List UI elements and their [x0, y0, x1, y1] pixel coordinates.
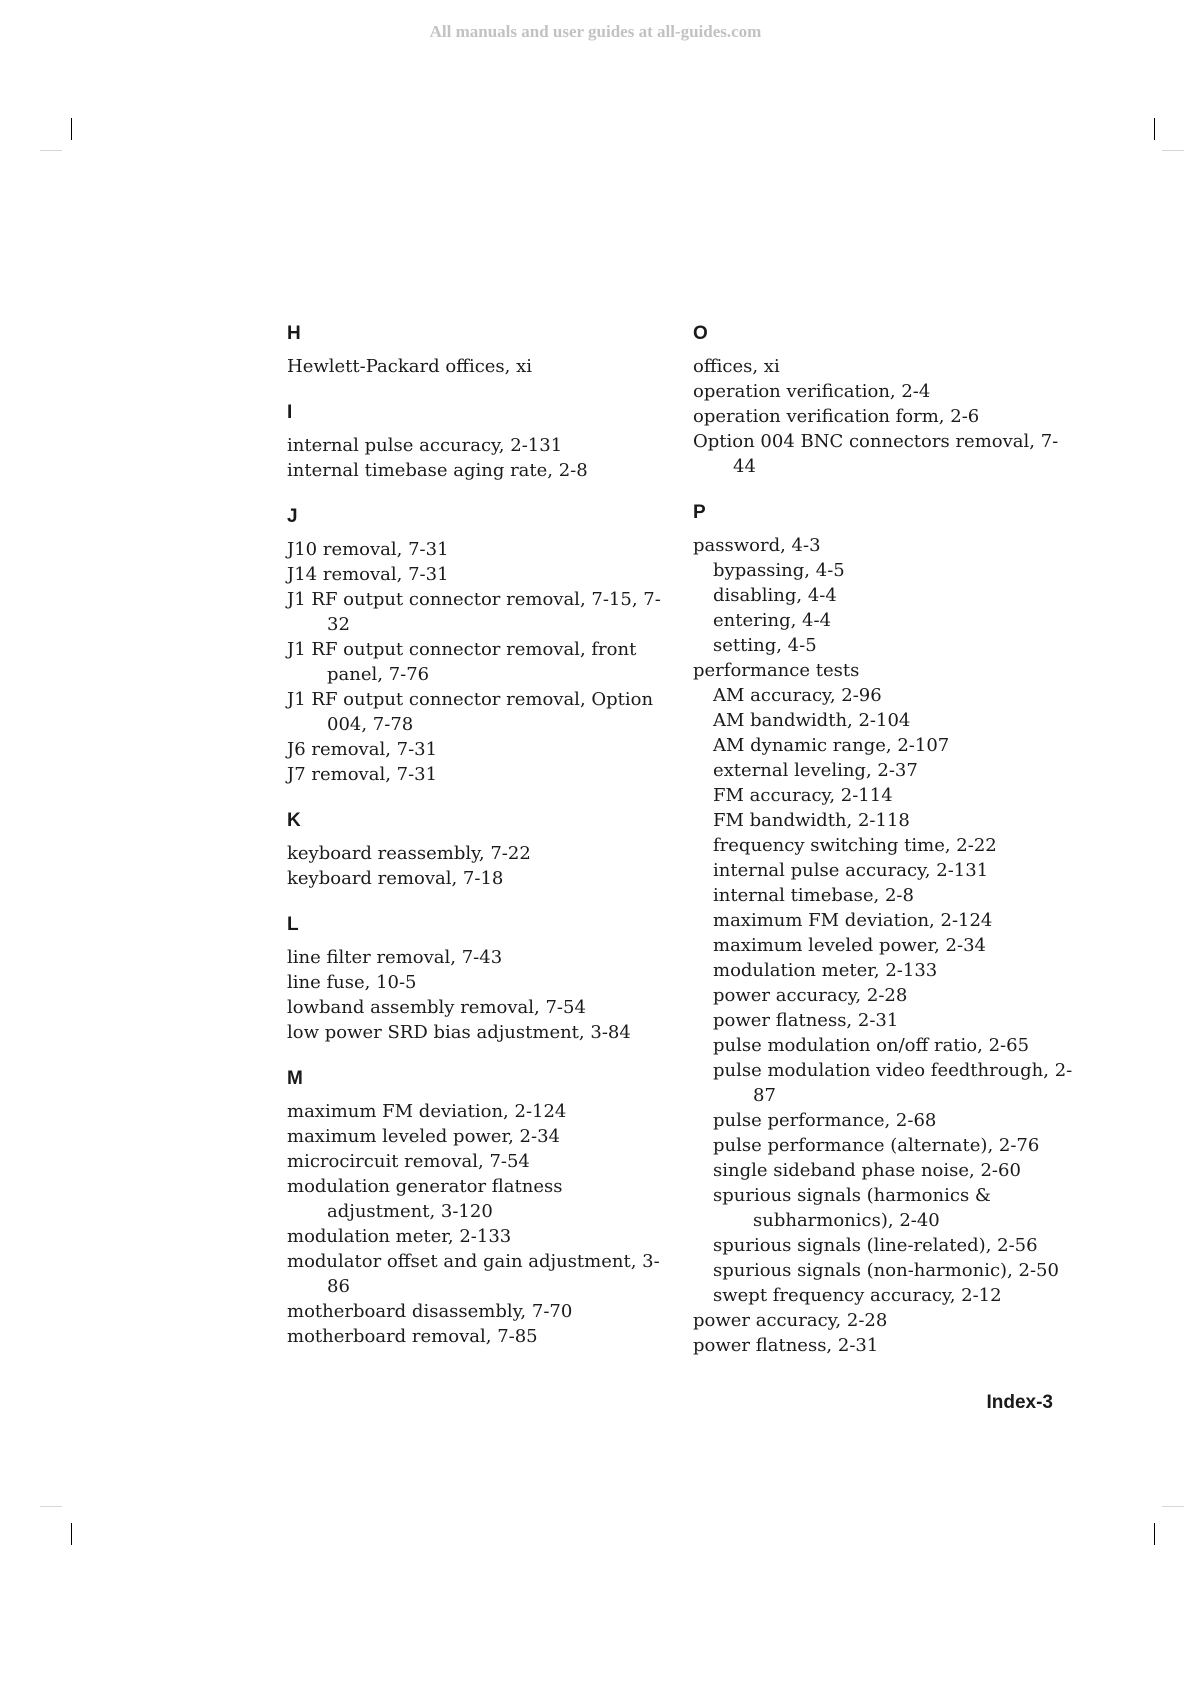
index-subentry: FM bandwidth, 2-118 — [713, 810, 910, 831]
index-entry: internal timebase aging rate, 2-8 — [287, 460, 588, 481]
index-section — [287, 505, 667, 787]
index-entry: microcircuit removal, 7-54 — [287, 1151, 530, 1172]
index-subentry: maximum leveled power, 2-34 — [713, 935, 986, 956]
index-section — [287, 322, 667, 379]
index-entry: motherboard disassembly, 7-70 — [287, 1301, 573, 1322]
index-subentry: external leveling, 2-37 — [713, 760, 918, 781]
index-subentry: modulation meter, 2-133 — [713, 960, 938, 981]
section-letter: O — [693, 323, 708, 344]
section-letter: L — [287, 914, 299, 935]
index-entry: performance tests — [693, 660, 860, 681]
index-subentry: internal pulse accuracy, 2-131 — [713, 860, 989, 881]
index-section — [287, 913, 667, 1045]
crop-mark-top-right-h — [1162, 150, 1184, 151]
index-section — [693, 322, 1073, 479]
index-subentry: pulse performance (alternate), 2-76 — [713, 1135, 1040, 1156]
index-entry: lowband assembly removal, 7-54 — [287, 997, 586, 1018]
index-entry: J6 removal, 7-31 — [287, 739, 438, 760]
index-entry: Option 004 BNC connectors removal, 7-44 — [693, 431, 1059, 477]
crop-mark-top-left — [71, 118, 72, 140]
index-entry: keyboard reassembly, 7-22 — [287, 843, 531, 864]
index-section — [287, 401, 667, 483]
index-entry: modulation meter, 2-133 — [287, 1226, 512, 1247]
index-section — [693, 501, 1073, 1358]
index-subentry: pulse modulation video feedthrough, 2-87 — [713, 1060, 1073, 1106]
index-entry: motherboard removal, 7-85 — [287, 1326, 538, 1347]
crop-mark-top-right — [1154, 118, 1155, 140]
index-subentry: AM dynamic range, 2-107 — [713, 735, 950, 756]
index-subentry: spurious signals (non-harmonic), 2-50 — [713, 1260, 1059, 1281]
index-subentry: pulse modulation on/off ratio, 2-65 — [713, 1035, 1030, 1056]
section-letter: H — [287, 323, 301, 344]
index-entry: low power SRD bias adjustment, 3-84 — [287, 1022, 631, 1043]
index-entry: line filter removal, 7-43 — [287, 947, 503, 968]
index-subentry: setting, 4-5 — [713, 635, 817, 656]
index-subentry: disabling, 4-4 — [713, 585, 837, 606]
section-letter: P — [693, 502, 706, 523]
index-entry: password, 4-3 — [693, 535, 821, 556]
index-entry: keyboard removal, 7-18 — [287, 868, 504, 889]
index-subentry: FM accuracy, 2-114 — [713, 785, 893, 806]
watermark: All manuals and user guides at all-guides.com — [429, 22, 762, 41]
index-entry: modulation generator flatness adjustment, 3-120 — [287, 1176, 563, 1222]
section-letter: M — [287, 1068, 303, 1089]
index-entry: operation verification, 2-4 — [693, 381, 931, 402]
index-section — [287, 1067, 667, 1349]
index-entry: J1 RF output connector removal, front panel, 7-76 — [287, 639, 637, 685]
index-subentry: AM bandwidth, 2-104 — [713, 710, 911, 731]
index-section — [287, 809, 667, 891]
section-letter: I — [287, 402, 293, 423]
index-entry: J7 removal, 7-31 — [287, 764, 438, 785]
index-entry: J1 RF output connector removal, Option 004, 7-78 — [287, 689, 654, 735]
index-subentry: AM accuracy, 2-96 — [713, 685, 882, 706]
index-subentry: pulse performance, 2-68 — [713, 1110, 937, 1131]
index-entry: modulator offset and gain adjustment, 3-86 — [287, 1251, 660, 1297]
index-entry: internal pulse accuracy, 2-131 — [287, 435, 563, 456]
crop-mark-bottom-right-h — [1162, 1506, 1184, 1507]
index-entry: J1 RF output connector removal, 7-15, 7-32 — [287, 589, 661, 635]
index-subentry: internal timebase, 2-8 — [713, 885, 914, 906]
index-entry: maximum leveled power, 2-34 — [287, 1126, 560, 1147]
index-entry: J14 removal, 7-31 — [287, 564, 449, 585]
index-subentry: maximum FM deviation, 2-124 — [713, 910, 993, 931]
index-entry: operation verification form, 2-6 — [693, 406, 980, 427]
index-entry: power accuracy, 2-28 — [693, 1310, 888, 1331]
index-entry: Hewlett-Packard offices, xi — [287, 356, 533, 377]
page-number: Index-3 — [986, 1392, 1053, 1413]
index-entry: line fuse, 10-5 — [287, 972, 417, 993]
index-subentry: power flatness, 2-31 — [713, 1010, 899, 1031]
index-subentry: power accuracy, 2-28 — [713, 985, 908, 1006]
index-subentry: single sideband phase noise, 2-60 — [713, 1160, 1021, 1181]
section-letter: K — [287, 810, 301, 831]
crop-mark-bottom-left — [71, 1523, 72, 1545]
index-subentry: spurious signals (line-related), 2-56 — [713, 1235, 1038, 1256]
index-entry: maximum FM deviation, 2-124 — [287, 1101, 567, 1122]
section-letter: J — [287, 506, 298, 527]
index-subentry: spurious signals (harmonics & subharmonics), 2-40 — [713, 1185, 991, 1231]
index-subentry: entering, 4-4 — [713, 610, 832, 631]
index-subentry: swept frequency accuracy, 2-12 — [713, 1285, 1002, 1306]
crop-mark-bottom-right — [1154, 1523, 1155, 1545]
index-subentry: frequency switching time, 2-22 — [713, 835, 997, 856]
index-column-right — [693, 322, 1073, 1380]
index-subentry: bypassing, 4-5 — [713, 560, 845, 581]
crop-mark-bottom-left-h — [40, 1506, 62, 1507]
index-column-left — [287, 322, 667, 1371]
index-entry: offices, xi — [693, 356, 780, 377]
index-entry: J10 removal, 7-31 — [287, 539, 449, 560]
index-entry: power flatness, 2-31 — [693, 1335, 879, 1356]
crop-mark-top-left-h — [40, 150, 62, 151]
